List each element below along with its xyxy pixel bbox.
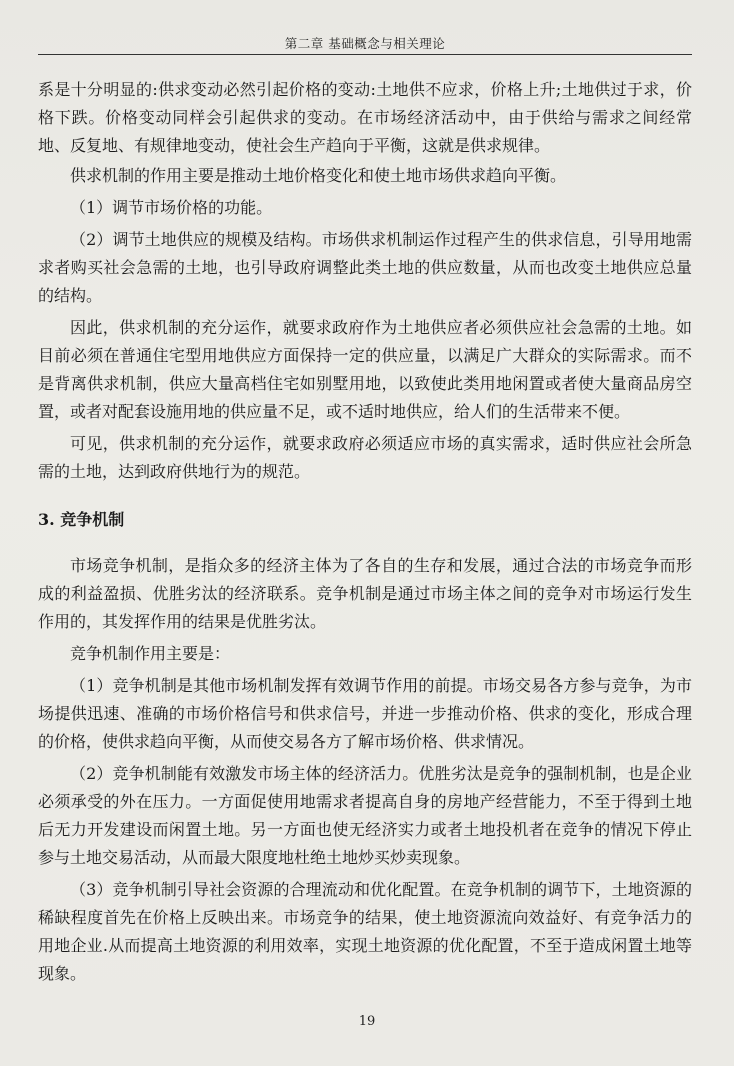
section-heading-competition: 3. 竞争机制 (38, 510, 125, 529)
header-rule (38, 54, 692, 55)
body-text (38, 76, 692, 988)
chapter-title: 第二章 基础概念与相关理论 (284, 36, 446, 51)
page-number: 19 (358, 1014, 376, 1029)
paragraph-item-2: （2）调节土地供应的规模及结构。市场供求机制运作过程产生的供求信息，引导用地需求者购买社会急需的土地，也引导政府调整此类土地的供应数量，从而也改变土地供应总量的结构。 (38, 230, 692, 305)
paragraph-competition-1: （1）竞争机制是其他市场机制发挥有效调节作用的前提。市场交易各方参与竞争，为市场提供迅速、准确的市场价格信号和供求信号，并进一步推动价格、供求的变化，形成合理的价格，使供求趋向平衡，从而使交易各方了解市场价格、供求情况。 (38, 676, 692, 751)
paragraph-competition-3: （3）竞争机制引导社会资源的合理流动和优化配置。在竞争机制的调节下，土地资源的稀缺程度首先在价格上反映出来。市场竞争的结果，使土地资源流向效益好、有竞争活力的用地企业.从而提高土地资源的利用效率，实现土地资源的优化配置，不至于造成闲置土地等现象。 (38, 880, 692, 983)
running-header (38, 24, 692, 52)
paragraph-supply-demand-mechanism: 供求机制的作用主要是推动土地价格变化和使土地市场供求趋向平衡。 (70, 166, 567, 185)
paragraph-conclusion: 可见，供求机制的充分运作，就要求政府必须适应市场的真实需求，适时供应社会所急需的土地，达到政府供地行为的规范。 (38, 434, 692, 481)
paragraph-item-1: （1）调节市场价格的功能。 (70, 198, 273, 217)
paragraph-therefore: 因此，供求机制的充分运作，就要求政府作为土地供应者必须供应社会急需的土地。如目前必须在普通住宅型用地供应方面保持一定的供应量，以满足广大群众的实际需求。而不是背离供求机制，供应大量高档住宅如别墅用地，以致使此类用地闲置或者使大量商品房空置，或者对配套设施用地的供应量不足，或不适时地供应，给人们的生活带来不便。 (38, 318, 692, 421)
paragraph-competition-2: （2）竞争机制能有效激发市场主体的经济活力。优胜劣汰是竞争的强制机制，也是企业必须承受的外在压力。一方面促使用地需求者提高自身的房地产经营能力，不至于得到土地后无力开发建设而闲置土地。另一方面也使无经济实力或者土地投机者在竞争的情况下停止参与土地交易活动，从而最大限度地杜绝土地炒买炒卖现象。 (38, 764, 692, 867)
paragraph-competition-definition: 市场竞争机制，是指众多的经济主体为了各自的生存和发展，通过合法的市场竞争而形成的利益盈损、优胜劣汰的经济联系。竞争机制是通过市场主体之间的竞争对市场运行发生作用的，其发挥作用的结果是优胜劣汰。 (38, 556, 692, 631)
paragraph-competition-roles: 竞争机制作用主要是： (70, 644, 231, 663)
paragraph-supply-demand-law: 系是十分明显的:供求变动必然引起价格的变动:土地供不应求，价格上升;土地供过于求，价格下跌。价格变动同样会引起供求的变动。在市场经济活动中，由于供给与需求之间经常地、反复地、有规律地变动，使社会生产趋向于平衡，这就是供求规律。 (38, 80, 692, 155)
